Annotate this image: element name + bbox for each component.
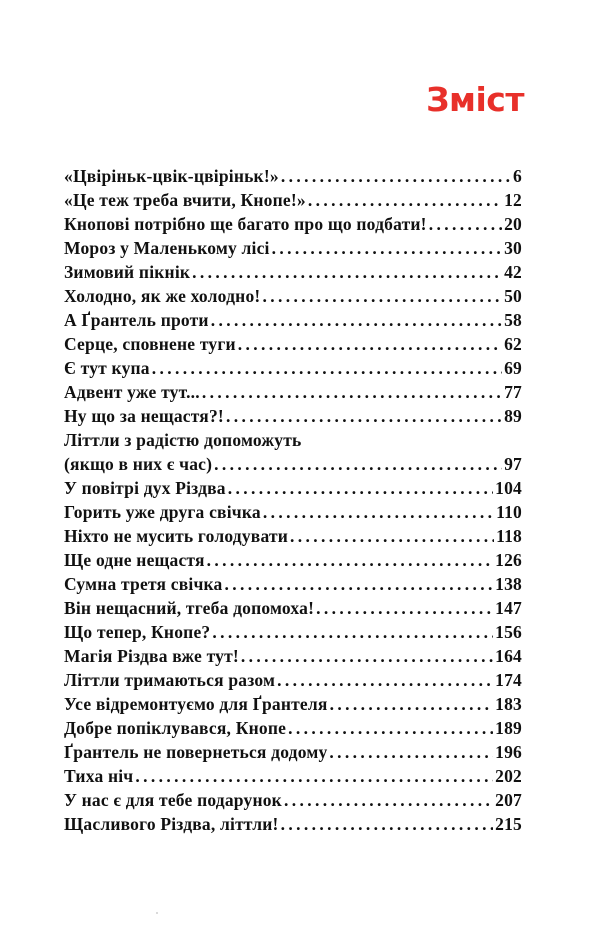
toc-entry-page: 189	[495, 718, 522, 738]
dot-leader	[281, 812, 494, 836]
dot-leader	[277, 668, 493, 692]
toc-entry-page: 215	[495, 814, 522, 834]
toc-entry	[64, 356, 522, 380]
toc-entry-page: 147	[495, 598, 522, 618]
toc-entry-title: Щасливого Різдва, літтли!	[64, 814, 279, 834]
toc-entry-page: 174	[495, 670, 522, 690]
paper-speck	[156, 912, 158, 914]
toc-entry	[64, 668, 522, 692]
dot-leader	[429, 212, 502, 236]
toc-entry-page: 138	[495, 574, 522, 594]
toc-entry	[64, 524, 522, 548]
toc-entry	[64, 692, 522, 716]
dot-leader	[316, 596, 493, 620]
toc-entry-title: Є тут купа	[64, 358, 150, 378]
toc-entry	[64, 260, 522, 284]
toc-entry-title: А Ґрантель проти	[64, 310, 209, 330]
toc-entry-page: 97	[504, 454, 522, 474]
dot-leader	[238, 332, 502, 356]
table-of-contents	[64, 164, 522, 836]
toc-entry	[64, 572, 522, 596]
toc-entry-title: Літтли з радістю допоможуть	[64, 430, 302, 450]
toc-entry-page: 62	[504, 334, 522, 354]
toc-entry-page: 6	[513, 166, 522, 186]
toc-entry-page: 104	[495, 478, 522, 498]
toc-entry-page: 207	[495, 790, 522, 810]
toc-entry-page: 30	[504, 238, 522, 258]
toc-entry	[64, 596, 522, 620]
dot-leader	[281, 164, 511, 188]
toc-entry-title: Усе відремонтуємо для Ґрантеля	[64, 694, 328, 714]
page-title: Зміст	[426, 80, 524, 119]
dot-leader	[135, 764, 493, 788]
dot-leader	[207, 548, 493, 572]
dot-leader	[241, 644, 493, 668]
toc-entry	[64, 188, 522, 212]
toc-entry	[64, 644, 522, 668]
toc-entry-page: 110	[496, 502, 522, 522]
toc-entry-title: У нас є для тебе подарунок	[64, 790, 282, 810]
toc-entry	[64, 476, 522, 500]
toc-entry-page: 118	[496, 526, 522, 546]
toc-entry-page: 42	[504, 262, 522, 282]
toc-entry	[64, 812, 522, 836]
toc-entry-title: У повітрі дух Різдва	[64, 478, 226, 498]
toc-entry-page: 77	[504, 382, 522, 402]
toc-entry-title: «Це теж треба вчити, Кнопе!»	[64, 190, 306, 210]
dot-leader	[284, 788, 493, 812]
dot-leader	[272, 236, 502, 260]
toc-entry	[64, 788, 522, 812]
toc-entry-title: Кнопові потрібно ще багато про що подбати!	[64, 214, 427, 234]
dot-leader	[214, 452, 502, 476]
toc-entry-title: Він нещасний, тгеба допомоха!	[64, 598, 315, 618]
toc-entry-title: Серце, сповнене туги	[64, 334, 236, 354]
toc-entry-title: Ну що за нещастя?!	[64, 406, 224, 426]
toc-entry-title: Ніхто не мусить голодувати	[64, 526, 289, 546]
toc-entry	[64, 740, 522, 764]
toc-entry-continuation	[64, 452, 522, 476]
dot-leader	[152, 356, 502, 380]
dot-leader	[202, 380, 502, 404]
toc-entry-page: 126	[495, 550, 522, 570]
toc-entry-title: Адвент уже тут...	[64, 382, 200, 402]
toc-entry-title: Добре попіклувався, Кнопе	[64, 718, 287, 738]
toc-entry-page: 196	[495, 742, 522, 762]
toc-entry-page: 12	[504, 190, 522, 210]
dot-leader	[308, 188, 502, 212]
toc-entry-title-continued: (якщо в них є час)	[64, 454, 213, 474]
toc-entry	[64, 548, 522, 572]
toc-entry	[64, 428, 522, 476]
toc-entry-title: Що тепер, Кнопе?	[64, 622, 211, 642]
toc-entry	[64, 620, 522, 644]
toc-entry-title: Сумна третя свічка	[64, 574, 223, 594]
dot-leader	[290, 524, 494, 548]
toc-entry-title: Літтли тримаються разом	[64, 670, 276, 690]
dot-leader	[329, 740, 493, 764]
toc-entry	[64, 500, 522, 524]
toc-entry-title: Горить уже друга свічка	[64, 502, 261, 522]
toc-entry-page: 69	[504, 358, 522, 378]
dot-leader	[228, 476, 493, 500]
toc-entry-title: Ще одне нещастя	[64, 550, 205, 570]
toc-entry	[64, 332, 522, 356]
toc-entry	[64, 212, 522, 236]
toc-entry-page: 202	[495, 766, 522, 786]
toc-entry	[64, 308, 522, 332]
toc-entry-page: 58	[504, 310, 522, 330]
toc-entry-title: Мороз у Маленькому лісі	[64, 238, 270, 258]
dot-leader	[212, 620, 493, 644]
dot-leader	[226, 404, 502, 428]
toc-entry	[64, 284, 522, 308]
dot-leader	[263, 500, 494, 524]
toc-entry	[64, 236, 522, 260]
toc-entry-page: 50	[504, 286, 522, 306]
dot-leader	[330, 692, 494, 716]
dot-leader	[225, 572, 494, 596]
dot-leader	[262, 284, 502, 308]
toc-entry-page: 89	[504, 406, 522, 426]
toc-entry	[64, 380, 522, 404]
dot-leader	[192, 260, 502, 284]
toc-entry	[64, 764, 522, 788]
toc-entry	[64, 404, 522, 428]
toc-entry-title: Зимовий пікнік	[64, 262, 191, 282]
toc-entry-page: 156	[495, 622, 522, 642]
toc-entry-title: Магія Різдва вже тут!	[64, 646, 239, 666]
toc-entry-title: «Цвіріньк-цвік-цвіріньк!»	[64, 166, 279, 186]
toc-entry-title: Тиха ніч	[64, 766, 134, 786]
toc-entry-page: 20	[504, 214, 522, 234]
dot-leader	[211, 308, 502, 332]
toc-entry	[64, 164, 522, 188]
toc-entry-page: 164	[495, 646, 522, 666]
toc-entry-title: Холодно, як же холодно!	[64, 286, 261, 306]
toc-entry-page: 183	[495, 694, 522, 714]
toc-entry	[64, 716, 522, 740]
toc-entry-title: Ґрантель не повернеться додому	[64, 742, 328, 762]
dot-leader	[288, 716, 493, 740]
